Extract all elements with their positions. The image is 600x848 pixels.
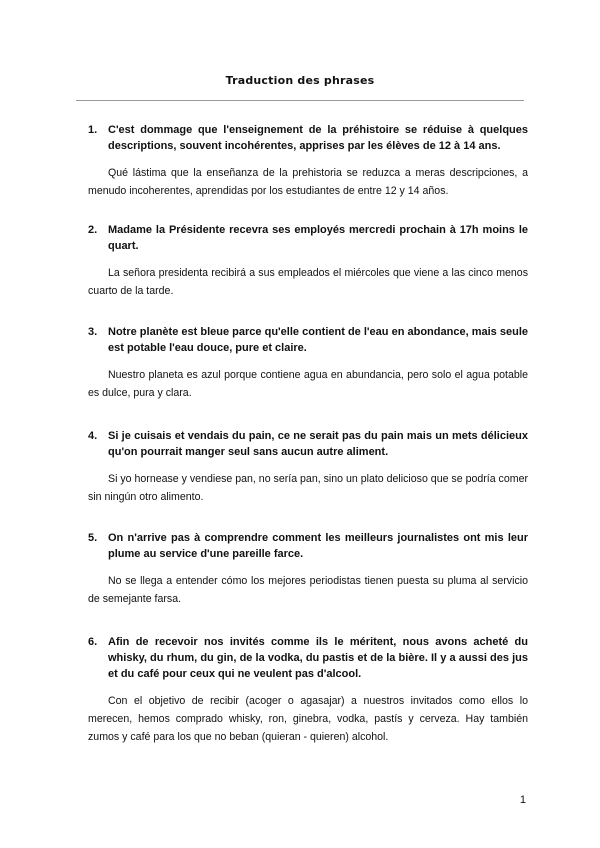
item-number: 2.: [88, 224, 98, 236]
french-sentence: Si je cuisais et vendais du pain, ce ne serait pas du pain mais un mets délicieux qu'on pourrait manger seul sans aucun autre aliment.: [108, 430, 528, 458]
spanish-translation: La señora presidenta recibirá a sus empleados el miércoles que viene a las cinco menos cuarto de la tarde.: [88, 267, 528, 297]
page-title: Traduction des phrases: [225, 74, 375, 87]
french-sentence: Notre planète est bleue parce qu'elle contient de l'eau en abondance, mais seule est potable l'eau douce, pure et claire.: [108, 326, 528, 354]
item-number: 4.: [88, 430, 98, 442]
item-number: 5.: [88, 532, 98, 544]
spanish-translation: Nuestro planeta es azul porque contiene agua en abundancia, pero solo el agua potable es dulce, pura y clara.: [88, 369, 528, 399]
french-sentence: Madame la Présidente recevra ses employés mercredi prochain à 17h moins le quart.: [108, 224, 528, 252]
page-number: 1: [519, 794, 526, 806]
spanish-translation: Si yo hornease y vendiese pan, no sería pan, sino un plato delicioso que se podría comer sin ningún otro alimento.: [88, 473, 528, 503]
french-sentence: On n'arrive pas à comprendre comment les meilleurs journalistes ont mis leur plume au service d'une pareille farce.: [108, 532, 528, 560]
title-divider: [76, 100, 524, 101]
spanish-translation: Qué lástima que la enseñanza de la prehistoria se reduzca a meras descripciones, a menudo incoherentes, aprendidas por los estudiantes de entre 12 y 14 años.: [88, 167, 528, 197]
spanish-translation: Con el objetivo de recibir (acoger o agasajar) a nuestros invitados como ellos lo merecen, hemos comprado whisky, ron, ginebra, vodka, pastís y cerveza. Hay también zumos y café para los que no beban (quieran - quieren) alcohol.: [88, 695, 528, 743]
french-sentence: Afin de recevoir nos invités comme ils le méritent, nous avons acheté du whisky, du rhum, du gin, de la vodka, du pastis et de la bière. Il y a aussi des jus et du café pour ceux qui ne veulent pas d'alcool.: [108, 636, 528, 680]
item-number: 6.: [88, 636, 98, 648]
item-number: 3.: [88, 326, 98, 338]
french-sentence: C'est dommage que l'enseignement de la préhistoire se réduise à quelques descriptions, souvent incohérentes, apprises par les élèves de 12 à 14 ans.: [108, 124, 528, 152]
spanish-translation: No se llega a entender cómo los mejores periodistas tienen puesta su pluma al servicio de semejante farsa.: [88, 575, 528, 605]
item-number: 1.: [88, 124, 98, 136]
